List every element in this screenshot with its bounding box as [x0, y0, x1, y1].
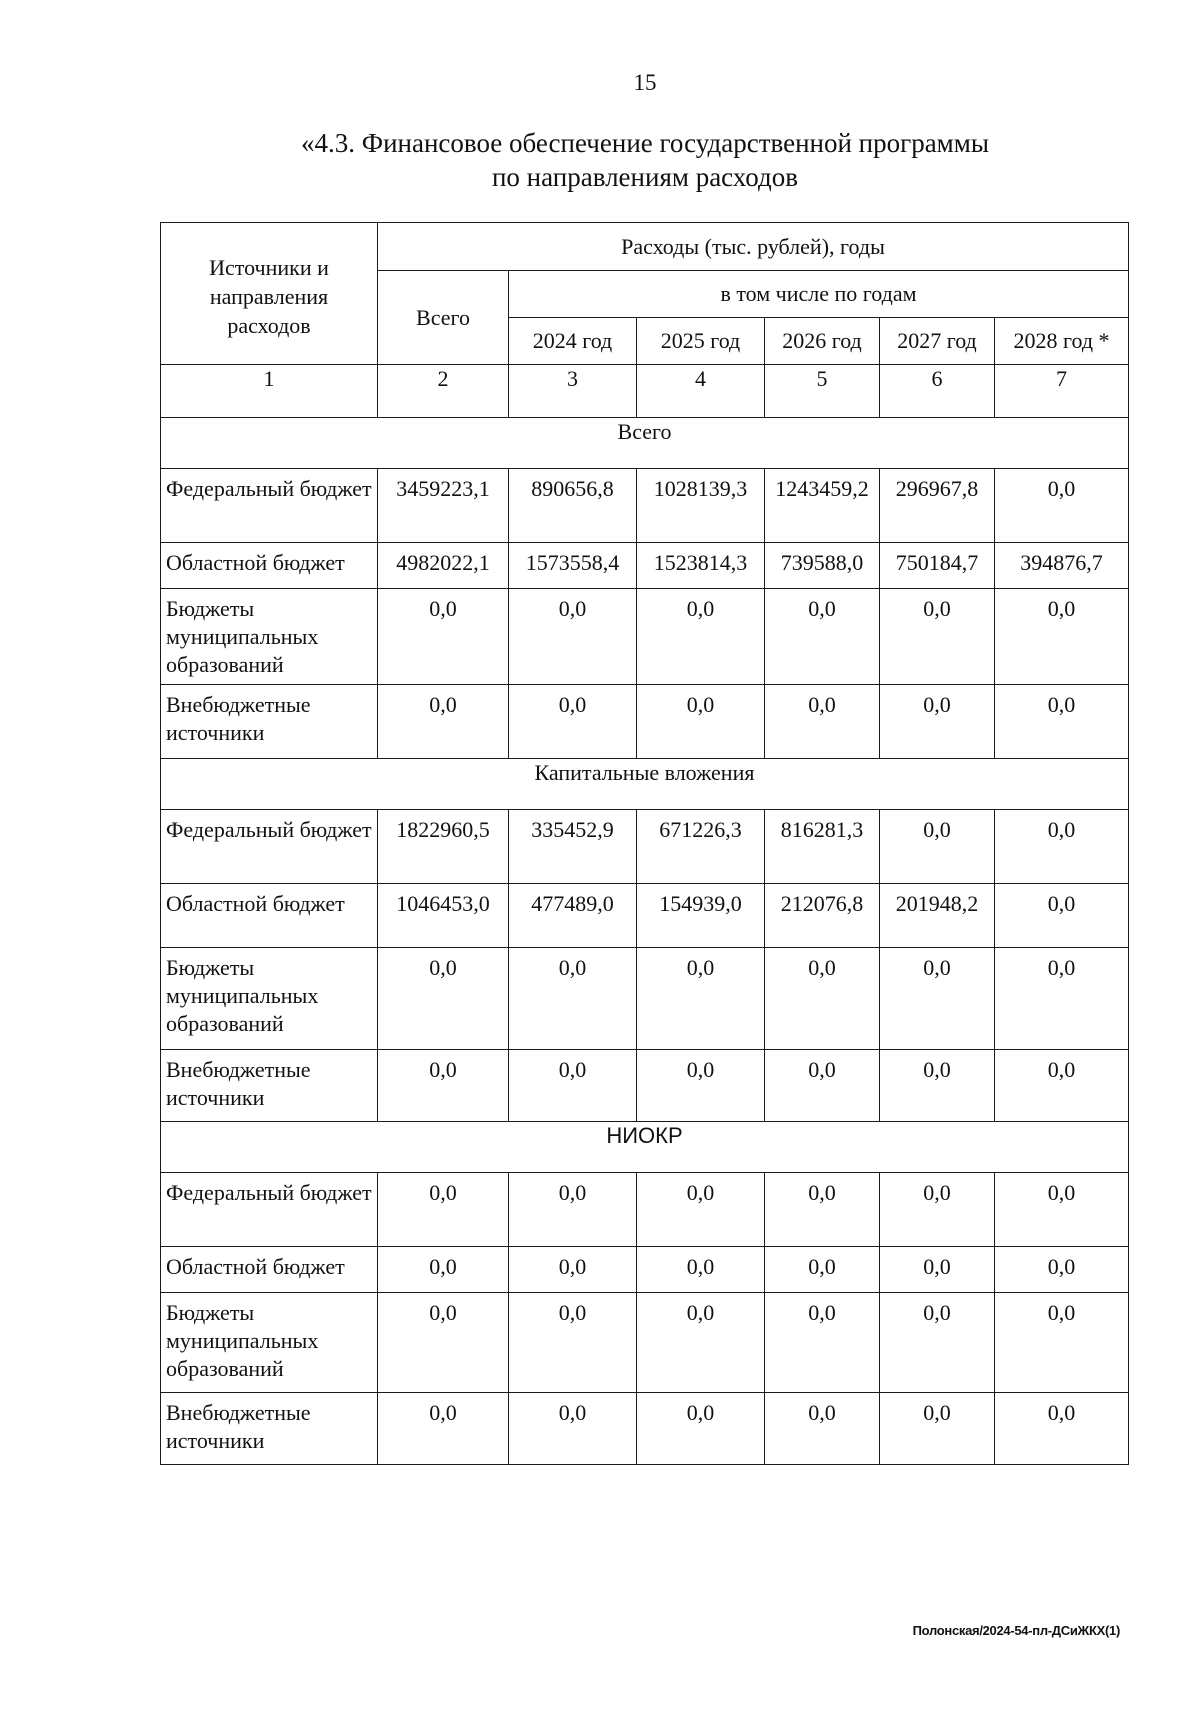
row-value: 0,0 — [509, 685, 637, 759]
row-value: 1243459,​2 — [765, 469, 880, 543]
row-value: 1573558,4 — [509, 543, 637, 589]
row-value: 0,0 — [995, 1293, 1129, 1393]
header-expenses: Расходы (тыс. рублей), годы — [378, 223, 1129, 271]
table-row — [161, 884, 1129, 948]
column-number: 4 — [637, 365, 765, 418]
row-value: 0,0 — [765, 685, 880, 759]
row-value: 671226,3 — [637, 810, 765, 884]
header-year-2027: 2027 год — [880, 318, 995, 365]
row-value: 0,0 — [765, 589, 880, 685]
row-value: 394876,7 — [995, 543, 1129, 589]
row-value: 0,0 — [509, 589, 637, 685]
row-value: 1523814,3 — [637, 543, 765, 589]
section-title: Капитальные вложения — [161, 759, 1129, 810]
table-row — [161, 1393, 1129, 1465]
row-value: 750184,7 — [880, 543, 995, 589]
row-value: 0,0 — [995, 469, 1129, 543]
row-value: 1822960,5 — [378, 810, 509, 884]
row-value: 0,0 — [880, 1393, 995, 1465]
row-value: 0,0 — [995, 1173, 1129, 1247]
row-value: 477489,0 — [509, 884, 637, 948]
row-source-label: Федеральный бюджет — [161, 810, 378, 884]
section-title: НИОКР — [161, 1122, 1129, 1173]
row-value: 0,0 — [880, 589, 995, 685]
row-value: 0,0 — [378, 1050, 509, 1122]
row-value: 0,0 — [637, 589, 765, 685]
row-value: 0,0 — [637, 948, 765, 1050]
row-value: 0,0 — [880, 1293, 995, 1393]
row-value: 1028139,3 — [637, 469, 765, 543]
row-value: 0,0 — [995, 1393, 1129, 1465]
row-value: 1046453,0 — [378, 884, 509, 948]
row-value: 0,0 — [765, 1293, 880, 1393]
header-year-2025: 2025 год — [637, 318, 765, 365]
table-row — [161, 543, 1129, 589]
row-source-label: Областной бюджет — [161, 884, 378, 948]
column-number: 7 — [995, 365, 1129, 418]
row-value: 0,0 — [880, 1247, 995, 1293]
row-value: 0,0 — [637, 685, 765, 759]
section-row — [161, 418, 1129, 469]
row-value: 0,0 — [765, 1393, 880, 1465]
row-value: 890656,8 — [509, 469, 637, 543]
row-source-label: Внебюджетные источники — [161, 1050, 378, 1122]
header-total: Всего — [378, 271, 509, 365]
row-value: 201948,2 — [880, 884, 995, 948]
row-value: 0,0 — [995, 948, 1129, 1050]
row-value: 4982022,1 — [378, 543, 509, 589]
column-number: 3 — [509, 365, 637, 418]
table-row — [161, 810, 1129, 884]
row-value: 0,0 — [637, 1393, 765, 1465]
column-number: 2 — [378, 365, 509, 418]
row-source-label: Бюджеты муниципальных образований — [161, 948, 378, 1050]
row-source-label: Федеральный бюджет — [161, 469, 378, 543]
row-value: 739588,0 — [765, 543, 880, 589]
document-title-line-1: «4.3. Финансовое обеспечение государственной программы — [301, 128, 989, 158]
row-value: 0,0 — [995, 1050, 1129, 1122]
row-value: 0,0 — [378, 685, 509, 759]
header-year-2026: 2026 год — [765, 318, 880, 365]
row-value: 816281,3 — [765, 810, 880, 884]
table-row — [161, 1050, 1129, 1122]
row-value: 0,0 — [765, 1173, 880, 1247]
row-value: 335452,9 — [509, 810, 637, 884]
table-row — [161, 948, 1129, 1050]
row-value: 0,0 — [765, 948, 880, 1050]
row-value: 0,0 — [880, 810, 995, 884]
header-year-2024: 2024 год — [509, 318, 637, 365]
row-source-label: Бюджеты муниципальных образований — [161, 1293, 378, 1393]
table-row — [161, 685, 1129, 759]
section-title: Всего — [161, 418, 1129, 469]
table-row — [161, 469, 1129, 543]
section-row — [161, 759, 1129, 810]
row-value: 0,0 — [995, 589, 1129, 685]
row-value: 0,0 — [509, 1050, 637, 1122]
row-value: 3459223,1 — [378, 469, 509, 543]
row-value: 0,0 — [509, 1173, 637, 1247]
row-value: 0,0 — [378, 1393, 509, 1465]
table-row — [161, 1293, 1129, 1393]
row-value: 0,0 — [880, 948, 995, 1050]
row-value: 0,0 — [765, 1050, 880, 1122]
row-source-label: Областной бюджет — [161, 543, 378, 589]
row-value: 0,0 — [509, 948, 637, 1050]
row-value: 0,0 — [378, 1247, 509, 1293]
row-value: 0,0 — [509, 1293, 637, 1393]
row-value: 0,0 — [995, 810, 1129, 884]
row-value: 0,0 — [637, 1293, 765, 1393]
header-year-2028: 2028 год * — [995, 318, 1129, 365]
table-row — [161, 589, 1129, 685]
column-number: 5 — [765, 365, 880, 418]
row-source-label: Внебюджетные источники — [161, 1393, 378, 1465]
row-value: 0,0 — [637, 1247, 765, 1293]
row-value: 0,0 — [880, 685, 995, 759]
row-source-label: Федеральный бюджет — [161, 1173, 378, 1247]
row-value: 0,0 — [880, 1173, 995, 1247]
row-value: 0,0 — [995, 685, 1129, 759]
row-value: 0,0 — [509, 1393, 637, 1465]
row-value: 0,0 — [995, 1247, 1129, 1293]
row-value: 296967,8 — [880, 469, 995, 543]
table-row — [161, 1173, 1129, 1247]
page-number: 15 — [633, 70, 657, 95]
header-sources: Источники и направления расходов — [161, 223, 378, 365]
row-value: 0,0 — [378, 948, 509, 1050]
row-source-label: Областной бюджет — [161, 1247, 378, 1293]
table-row — [161, 1247, 1129, 1293]
document-title — [160, 126, 1130, 194]
row-value: 0,0 — [637, 1050, 765, 1122]
row-value: 0,0 — [378, 1293, 509, 1393]
row-value: 0,0 — [509, 1247, 637, 1293]
document-footer: Полонская/2024-54-пл-ДСиЖКХ(1) — [912, 1623, 1120, 1638]
column-number: 1 — [161, 365, 378, 418]
document-title-line-2: по направлениям расходов — [491, 162, 798, 192]
row-value: 0,0 — [765, 1247, 880, 1293]
row-value: 0,0 — [637, 1173, 765, 1247]
row-value: 0,0 — [378, 589, 509, 685]
column-numbers-row — [161, 365, 1129, 418]
row-value: 0,0 — [378, 1173, 509, 1247]
row-value: 212076,8 — [765, 884, 880, 948]
row-value: 154939,0 — [637, 884, 765, 948]
header-by-years: в том числе по годам — [509, 271, 1129, 318]
financing-table — [160, 222, 1129, 1465]
section-row — [161, 1122, 1129, 1173]
column-number: 6 — [880, 365, 995, 418]
row-source-label: Бюджеты муниципальных образований — [161, 589, 378, 685]
row-value: 0,0 — [995, 884, 1129, 948]
row-source-label: Внебюджетные источники — [161, 685, 378, 759]
row-value: 0,0 — [880, 1050, 995, 1122]
